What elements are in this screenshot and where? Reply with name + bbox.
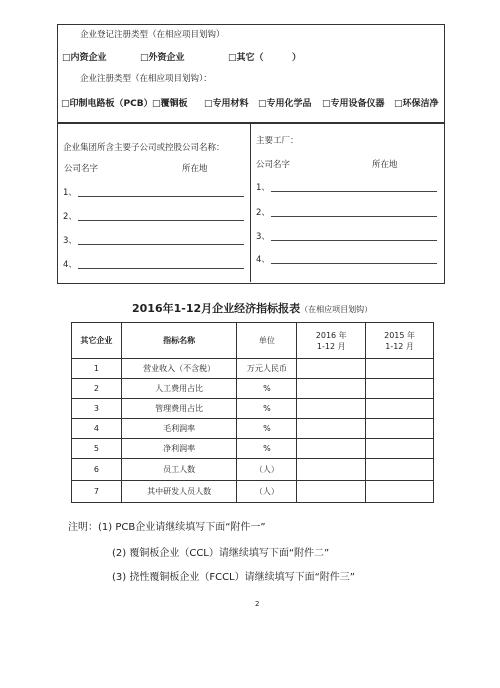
factory-row-field-4[interactable] <box>271 263 437 264</box>
factory-row-label-4: 4、 <box>256 255 270 265</box>
row-number: 1 <box>72 359 122 379</box>
group-col-location: 所在地 <box>182 164 208 174</box>
value-2016-cell[interactable] <box>297 419 366 439</box>
indicator-unit: 万元人民币 <box>237 359 297 379</box>
table-row <box>72 359 434 379</box>
reg-option-domestic[interactable]: □内资企业 <box>62 53 107 63</box>
value-2016-cell[interactable] <box>297 459 366 481</box>
biz-option-chemicals[interactable]: □专用化学品 <box>258 99 312 109</box>
indicator-unit: % <box>237 419 297 439</box>
biz-option-environmental[interactable]: □环保洁净 <box>394 99 439 109</box>
biz-option-ccl[interactable]: □覆铜板 <box>152 99 188 109</box>
factory-row-label-1: 1、 <box>256 183 270 193</box>
indicator-name: 其中研发人员人数 <box>121 481 237 503</box>
biz-option-materials[interactable]: □专用材料 <box>204 99 249 109</box>
factory-row-label-3: 3、 <box>256 232 270 242</box>
group-col-name: 公司名字 <box>64 164 99 174</box>
table-row <box>72 481 434 503</box>
table-row <box>72 459 434 481</box>
report-title <box>132 300 372 316</box>
row-number: 3 <box>72 399 122 419</box>
factory-row-label-2: 2、 <box>256 208 270 218</box>
value-2016-cell[interactable] <box>297 399 366 419</box>
value-2015-cell[interactable] <box>366 459 434 481</box>
table-header-row <box>72 323 434 359</box>
table-row <box>72 439 434 459</box>
factory-row-field-3[interactable] <box>271 240 437 241</box>
row-number: 5 <box>72 439 122 459</box>
factory-row-field-2[interactable] <box>271 216 437 217</box>
factory-col-location: 所在地 <box>372 160 398 170</box>
reg-type-label: 企业登记注册类型（在相应项目划钩） <box>80 30 225 40</box>
note-line-1: 注明：(1) PCB企业请继续填写下面“附件一” <box>68 522 266 533</box>
reg-option-other[interactable]: □其它（ <box>228 53 264 63</box>
row-number: 6 <box>72 459 122 481</box>
header-cell: 其它企业 <box>72 323 122 359</box>
page-number: 2 <box>255 600 260 608</box>
value-2016-cell[interactable] <box>297 359 366 379</box>
biz-option-equipment[interactable]: □专用设备仪器 <box>322 99 385 109</box>
value-2015-cell[interactable] <box>366 359 434 379</box>
indicator-table <box>71 322 434 503</box>
biz-type-label: 企业注册类型（在相应项目划钩）： <box>80 74 212 84</box>
group-title: 企业集团所含主要子公司或控股公司名称： <box>63 143 225 153</box>
header-cell: 单位 <box>237 323 297 359</box>
note-line-3: (3) 挠性覆铜板企业（FCCL）请继续填写下面“附件三” <box>112 572 355 583</box>
value-2016-cell[interactable] <box>297 379 366 399</box>
table-row <box>72 419 434 439</box>
indicator-name: 净利润率 <box>121 439 237 459</box>
value-2016-cell[interactable] <box>297 439 366 459</box>
group-row-field-2[interactable] <box>78 220 244 221</box>
note-line-2: (2) 覆铜板企业（CCL）请继续填写下面“附件二” <box>112 548 330 559</box>
indicator-name: 人工费用占比 <box>121 379 237 399</box>
row-number: 7 <box>72 481 122 503</box>
group-row-label-3: 3、 <box>63 236 77 246</box>
value-2015-cell[interactable] <box>366 399 434 419</box>
companies-divider <box>250 122 251 282</box>
indicator-unit: （人） <box>237 481 297 503</box>
value-2015-cell[interactable] <box>366 379 434 399</box>
group-row-label-4: 4、 <box>63 260 77 270</box>
report-title-text: 2016年1-12月企业经济指标报表 <box>132 302 301 315</box>
factory-col-name: 公司名字 <box>256 160 291 170</box>
factory-title: 主要工厂： <box>256 136 299 146</box>
table-row <box>72 399 434 419</box>
report-title-note: （在相应项目划钩） <box>300 305 373 314</box>
value-2015-cell[interactable] <box>366 419 434 439</box>
header-cell: 指标名称 <box>121 323 237 359</box>
indicator-name: 管理费用占比 <box>121 399 237 419</box>
value-2015-cell[interactable] <box>366 481 434 503</box>
table-row <box>72 379 434 399</box>
indicator-unit: % <box>237 379 297 399</box>
indicator-unit: （人） <box>237 459 297 481</box>
indicator-name: 毛利润率 <box>121 419 237 439</box>
group-row-field-4[interactable] <box>78 268 244 269</box>
header-cell: 2015 年 1-12 月 <box>366 323 434 359</box>
group-row-label-1: 1、 <box>63 188 77 198</box>
header-cell: 2016 年 1-12 月 <box>297 323 366 359</box>
indicator-name: 员工人数 <box>121 459 237 481</box>
reg-option-foreign[interactable]: □外资企业 <box>140 53 185 63</box>
row-number: 2 <box>72 379 122 399</box>
factory-row-field-1[interactable] <box>271 191 437 192</box>
reg-option-other-close: ） <box>292 53 302 63</box>
value-2016-cell[interactable] <box>297 481 366 503</box>
group-row-label-2: 2、 <box>63 212 77 222</box>
group-row-field-1[interactable] <box>78 196 244 197</box>
indicator-unit: % <box>237 399 297 419</box>
biz-option-pcb[interactable]: □印制电路板（PCB） <box>61 99 153 109</box>
row-number: 4 <box>72 419 122 439</box>
indicator-name: 营业收入（不含税） <box>121 359 237 379</box>
group-row-field-3[interactable] <box>78 244 244 245</box>
value-2015-cell[interactable] <box>366 439 434 459</box>
indicator-unit: % <box>237 439 297 459</box>
